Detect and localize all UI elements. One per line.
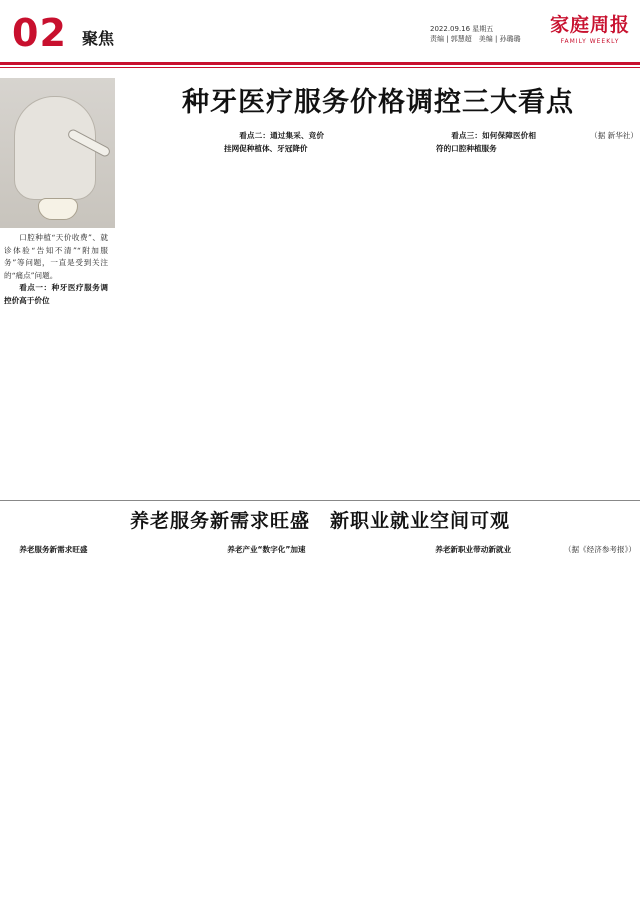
tooth-model-shape: [38, 198, 78, 220]
story1-headline: 种牙医疗服务价格调控三大看点: [182, 87, 574, 118]
source-credit: （据 新华社）: [590, 131, 638, 140]
story-divider: [0, 500, 640, 501]
masthead-rule: [0, 62, 640, 65]
story2-headline: 养老服务新需求旺盛 新职业就业空间可观: [129, 510, 510, 532]
story2-column-1: [4, 544, 102, 557]
story1-column-6: [542, 130, 638, 143]
subheading-point-1: 看点一：种牙医疗服务调控价高于价位: [4, 283, 108, 305]
brand-subtitle: FAMILY WEEKLY: [560, 38, 620, 45]
page-number: 02: [12, 11, 67, 55]
story1-column-1: [4, 232, 108, 308]
story2-column-5: [420, 544, 518, 557]
story2-column-6: [524, 544, 636, 557]
issue-date: 2022.09.16 星期五: [430, 25, 494, 33]
subheading-section-1: 养老服务新需求旺盛: [19, 545, 88, 554]
masthead-rule-thin: [0, 67, 640, 68]
masthead: [0, 0, 640, 72]
brand-name: 家庭周报: [549, 14, 630, 36]
subheading-section-2: 养老产业“数字化”加速: [227, 545, 306, 554]
source-credit: （据《经济参考报》）: [563, 545, 636, 554]
subheading-section-3: 养老新职业带动新就业: [435, 545, 512, 554]
section-name: 聚焦: [82, 29, 115, 48]
newspaper-logo: [545, 14, 635, 45]
issue-info: [430, 24, 546, 44]
dental-implant-photo: [0, 78, 115, 228]
editor-credits: 责编 | 郭慧超 美编 | 孙璐璐: [430, 35, 521, 43]
story1-column-3: [224, 130, 324, 155]
photo-caption: 口腔种植“天价收费”、就诊体验“告知不清”“附加服务”等问题，一直是受到关注的“痛点”问题。: [4, 233, 108, 280]
story2-column-3: [212, 544, 310, 557]
glove-hand-shape: [14, 96, 96, 200]
subheading-point-3: 看点三：如何保障医价相符的口腔种植服务: [436, 131, 536, 153]
subheading-point-2: 看点二：通过集采、竞价挂网促种植体、牙冠降价: [224, 131, 324, 153]
story1-column-5: [436, 130, 536, 155]
